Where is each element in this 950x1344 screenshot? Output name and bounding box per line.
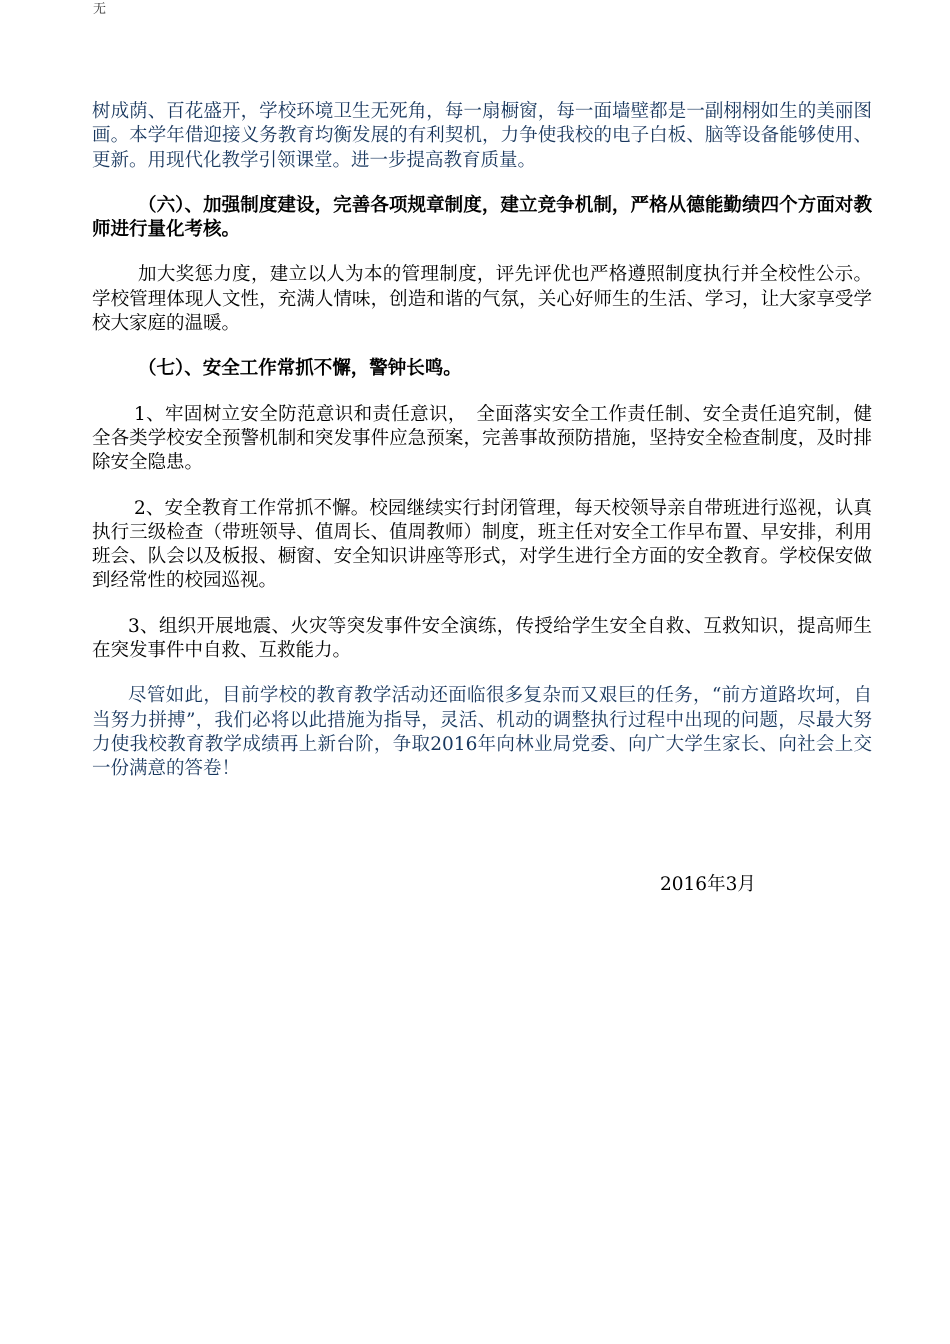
paragraph-safety-item-1: 1、牢固树立安全防范意识和责任意识， 全面落实安全工作责任制、安全责任追究制，健全各类学校安全预警机制和突发事件应急预案，完善事故预防措施，坚持安全检查制度，及时排除安全隐患。 — [92, 403, 872, 474]
heading-section-seven: （七）、安全工作常抓不懈，警钟长鸣。 — [138, 358, 462, 380]
paragraph-safety-item-2: 2、安全教育工作常抓不懈。校园继续实行封闭管理，每天校领导亲自带班进行巡视，认真执行三级检查（带班领导、值周长、值周教师）制度，班主任对安全工作早布置、早安排，利用班会、队会以及板报、橱窗、安全知识讲座等形式，对学生进行全方面的安全教育。学校保安做到经常性的校园巡视。 — [92, 497, 872, 592]
document-date: 2016年3月 — [660, 874, 756, 895]
header-mark: 无 — [93, 2, 107, 17]
paragraph-environment-continuation: 树成荫、百花盛开，学校环境卫生无死角，每一扇橱窗，每一面墙壁都是一副栩栩如生的美丽图画。本学年借迎接义务教育均衡发展的有利契机，力争使我校的电子白板、脑等设备能够使用、更新。用现代化教学引领课堂。进一步提高教育质量。 — [92, 101, 872, 171]
paragraph-section-six: 加大奖惩力度，建立以人为本的管理制度，评先评优也严格遵照制度执行并全校性公示。学校管理体现人文性，充满人情味，创造和谐的气氛，关心好师生的生活、学习，让大家享受学校大家庭的温暖。 — [92, 264, 872, 335]
document-body — [92, 100, 872, 782]
paragraph-safety-item-3: 3、组织开展地震、火灾等突发事件安全演练，传授给学生安全自救、互救知识，提高师生在突发事件中自救、互救能力。 — [92, 615, 872, 662]
heading-section-six: （六）、加强制度建设，完善各项规章制度，建立竞争机制，严格从德能勤绩四个方面对教师进行量化考核。 — [92, 194, 872, 241]
paragraph-conclusion: 尽管如此，目前学校的教育教学活动还面临很多复杂而又艰巨的任务，“前方道路坎坷，自当努力拼搏”，我们必将以此措施为指导，灵活、机动的调整执行过程中出现的问题，尽最大努力使我校教育教学成绩再上新台阶，争取2016年向林业局党委、向广大学生家长、向社会上交一份满意的答卷！ — [92, 685, 872, 780]
